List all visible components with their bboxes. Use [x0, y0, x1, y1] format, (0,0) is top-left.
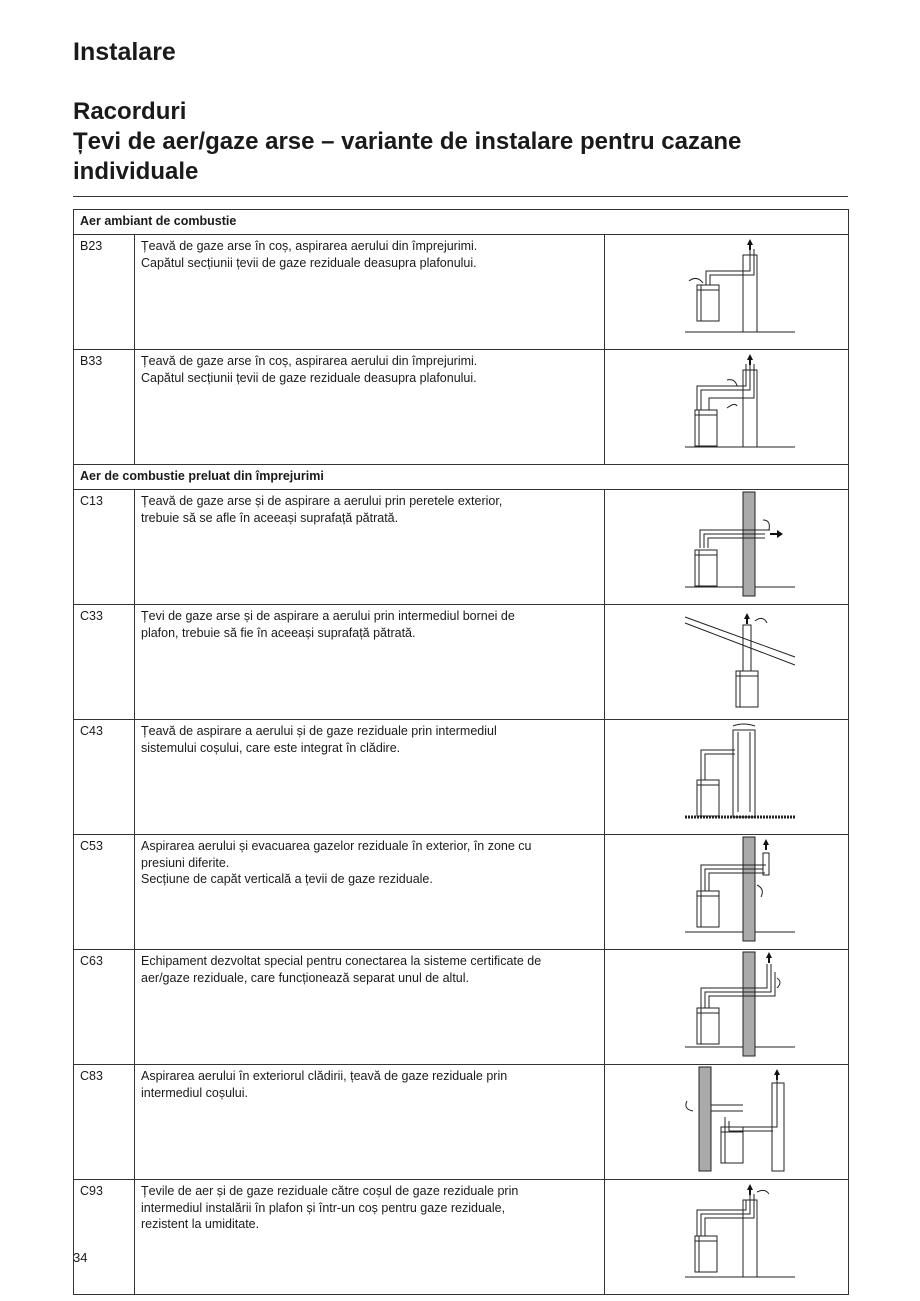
variant-code: C63 — [74, 950, 135, 1065]
variant-description-cell — [135, 950, 605, 1065]
c53-diagram — [605, 835, 849, 950]
page-title: Instalare — [73, 38, 176, 66]
variant-code: C83 — [74, 1065, 135, 1180]
variant-description-cell — [135, 835, 605, 950]
variant-description: Aspirarea aerului în exteriorul clădirii, țeavă de gaze reziduale prin intermediul coșului. — [141, 1069, 508, 1100]
variant-code: B33 — [74, 350, 135, 465]
table-section-header: Aer de combustie preluat din împrejurimi — [74, 465, 849, 490]
variant-code: C93 — [74, 1180, 135, 1295]
table-row — [74, 835, 849, 950]
page-number: 34 — [73, 1250, 88, 1265]
variant-description-cell — [135, 490, 605, 605]
table-row — [74, 605, 849, 720]
variant-code: C53 — [74, 835, 135, 950]
variant-code: C13 — [74, 490, 135, 605]
variant-description-cell — [135, 1065, 605, 1180]
variant-code: C43 — [74, 720, 135, 835]
b23-diagram — [605, 235, 849, 350]
table-row — [74, 1065, 849, 1180]
variant-code: C33 — [74, 605, 135, 720]
c13-diagram — [605, 490, 849, 605]
variant-description-cell — [135, 720, 605, 835]
c63-diagram — [605, 950, 849, 1065]
variant-description: Țeavă de aspirare a aerului și de gaze reziduale prin intermediul sistemului coșului, care este integrat în clădire. — [141, 724, 497, 755]
title-divider — [73, 196, 848, 197]
section-subtitle: Racorduri Țevi de aer/gaze arse – variante de instalare pentru cazane individuale — [73, 98, 742, 185]
c33-diagram — [605, 605, 849, 720]
variant-description-cell — [135, 235, 605, 350]
variant-description-cell — [135, 605, 605, 720]
table-row — [74, 1180, 849, 1295]
table-row — [74, 950, 849, 1065]
variant-description-cell — [135, 350, 605, 465]
table-row — [74, 490, 849, 605]
variant-description: Țeavă de gaze arse și de aspirare a aerului prin peretele exterior, trebuie să se afle în aceeași suprafață pătrată. — [141, 494, 503, 525]
table-section-header: Aer ambiant de combustie — [74, 210, 849, 235]
variant-description: Aspirarea aerului și evacuarea gazelor reziduale în exterior, în zone cu presiuni diferite. Secțiune de capăt verticală a țevii de gaze reziduale. — [141, 839, 532, 886]
table-row — [74, 350, 849, 465]
variant-description: Țeavă de gaze arse în coș, aspirarea aerului din împrejurimi. Capătul secțiunii țevii de gaze reziduale deasupra plafonului. — [141, 354, 478, 385]
variant-description: Țeavă de gaze arse în coș, aspirarea aerului din împrejurimi. Capătul secțiunii țevii de gaze reziduale deasupra plafonului. — [141, 239, 478, 270]
section-title — [73, 97, 833, 187]
variant-description: Țevi de gaze arse și de aspirare a aerului prin intermediul bornei de plafon, trebuie să fie în aceeași suprafață pătrată. — [141, 609, 515, 640]
variant-description: Țevile de aer și de gaze reziduale către coșul de gaze reziduale prin intermediul instalării în plafon și într-un coș pentru gaze reziduale, rezistent la umiditate. — [141, 1184, 519, 1231]
installation-variants-table — [73, 209, 849, 1295]
b33-diagram — [605, 350, 849, 465]
variant-description: Echipament dezvoltat special pentru conectarea la sisteme certificate de aer/gaze reziduale, care funcționează separat unul de altul. — [141, 954, 542, 985]
table-row — [74, 235, 849, 350]
variant-description-cell — [135, 1180, 605, 1295]
c43-diagram — [605, 720, 849, 835]
c93-diagram — [605, 1180, 849, 1295]
variant-code: B23 — [74, 235, 135, 350]
c83-diagram — [605, 1065, 849, 1180]
table-row — [74, 720, 849, 835]
